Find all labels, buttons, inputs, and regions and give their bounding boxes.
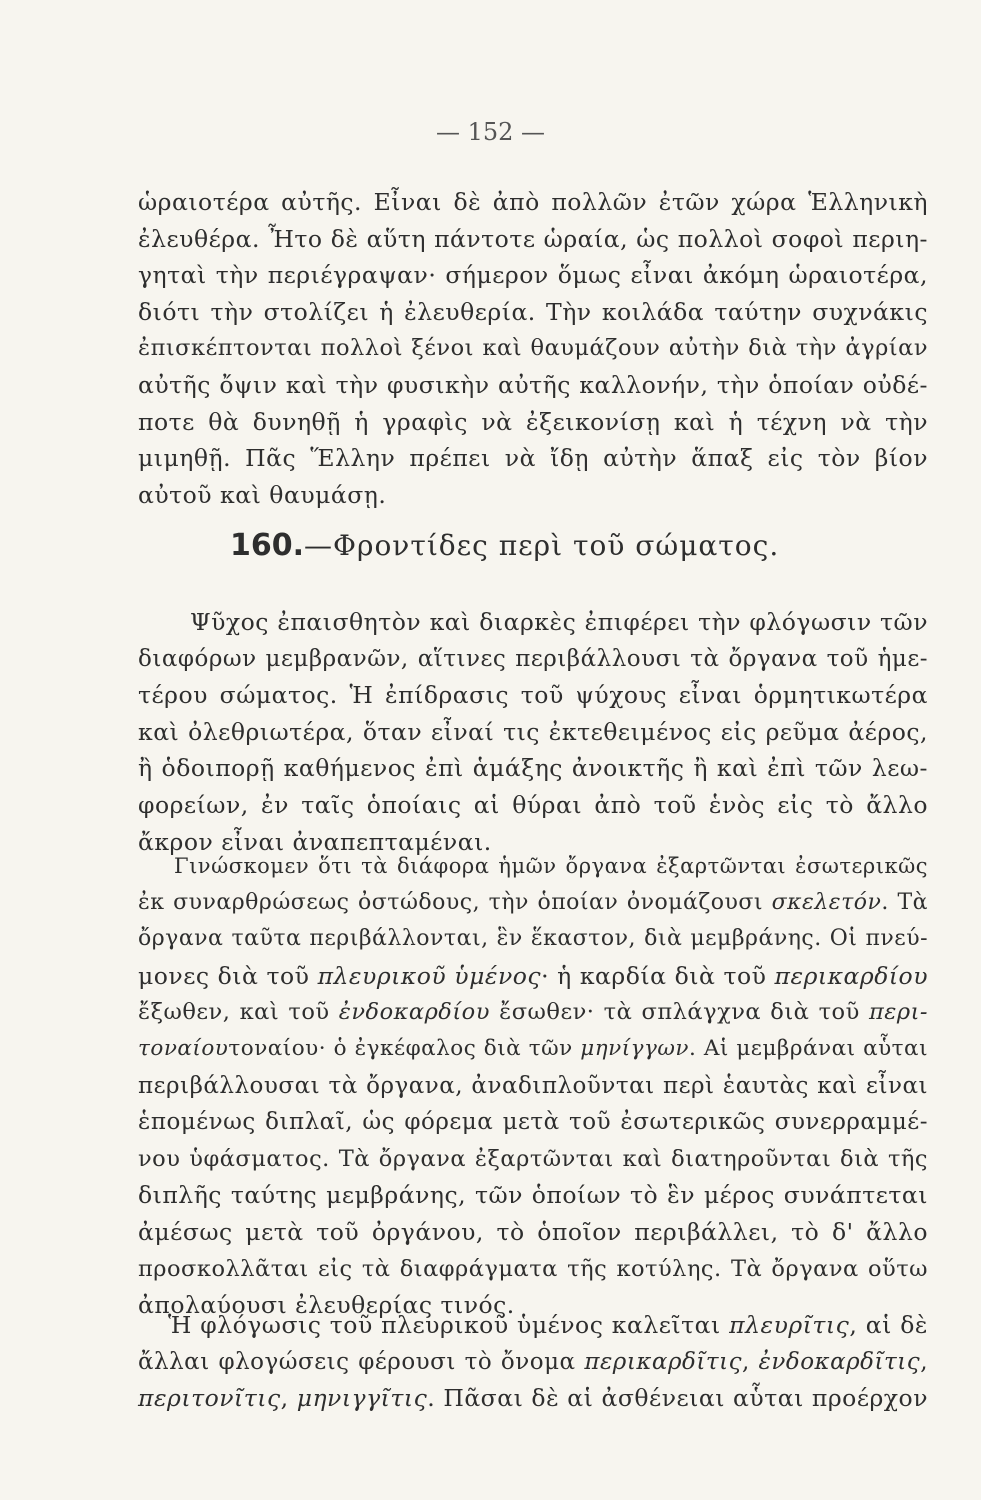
text-line: ἐλευθέρα. Ἦτο δὲ αὕτη πάντοτε ὡραία, ὡς πολλοὶ σοφοὶ περιη- bbox=[138, 224, 928, 253]
text-segment: Ἡ φλόγωσις τοῦ πλευρικοῦ ὑμένος καλεῖται bbox=[168, 1311, 730, 1339]
text-segment: ἄλλαι φλογώσεις φέρουσι τὸ ὄνομα bbox=[138, 1348, 585, 1375]
text-line: διπλῆς ταύτης μεμβράνης, τῶν ὁποίων τὸ ἓν μέρος συνάπτεται bbox=[138, 1181, 928, 1210]
term-pericarditis: περικαρδῖτις bbox=[584, 1348, 742, 1375]
text-line: Ψῦχος ἐπαισθητὸν καὶ διαρκὲς ἐπιφέρει τὴν φλόγωσιν τῶν bbox=[190, 608, 928, 636]
text-segment: , bbox=[741, 1348, 759, 1375]
term-endocarditis: ἐνδοκαρδῖτις bbox=[758, 1348, 921, 1375]
section-heading bbox=[230, 529, 779, 563]
text-segment: τοναίου· ὁ ἐγκέφαλος διὰ τῶν bbox=[228, 1035, 581, 1061]
text-line bbox=[138, 1344, 928, 1381]
page-number: — 152 — bbox=[435, 118, 546, 146]
text-line bbox=[138, 994, 928, 1031]
paragraph-1 bbox=[138, 184, 928, 513]
text-segment: ἐκ συναρθρώσεως ὀστώδους, τὴν ὁποίαν ὀνομάζουσι bbox=[138, 889, 772, 915]
text-line: αὐτοῦ καὶ θαυμάσῃ. bbox=[138, 480, 387, 509]
text-line bbox=[138, 1380, 928, 1417]
text-line bbox=[138, 1307, 928, 1344]
text-segment: , bbox=[920, 1348, 928, 1375]
term-pleuritis: πλευρῖτις bbox=[729, 1311, 850, 1339]
text-line: καὶ ὀλεθριωτέρα, ὅταν εἶναί τις ἐκτεθειμένος εἰς ρεῦμα ἀέρος, bbox=[138, 717, 928, 746]
text-line: μιμηθῇ. Πᾶς Ἕλλην πρέπει νὰ ἴδῃ αὐτὴν ἅπαξ εἰς τὸν βίον bbox=[138, 444, 928, 473]
text-segment: . Αἱ μεμβράναι αὗται bbox=[688, 1035, 929, 1061]
term-peritoneum-cont: τοναίου bbox=[138, 1035, 229, 1061]
text-line: διαφόρων μεμβρανῶν, αἵτινες περιβάλλουσι τὰ ὄργανα τοῦ ἡμε- bbox=[138, 645, 928, 672]
text-line: φορείων, ἐν ταῖς ὁποίαις αἱ θύραι ἀπὸ τοῦ ἑνὸς εἰς τὸ ἄλλο bbox=[138, 790, 928, 819]
text-segment: , αἱ δὲ bbox=[849, 1311, 928, 1339]
text-line: διότι τὴν στολίζει ἡ ἐλευθερία. Τὴν κοιλάδα ταύτην συχνάκις bbox=[138, 297, 928, 326]
text-segment: μονες διὰ τοῦ bbox=[138, 961, 318, 990]
text-segment: . Πᾶσαι δὲ αἱ ἀσθένειαι αὗται προέρχον bbox=[427, 1384, 928, 1413]
text-line: περιβάλλουσαι τὰ ὄργανα, ἀναδιπλοῦνται περὶ ἑαυτὰς καὶ εἶναι bbox=[138, 1072, 928, 1099]
text-line: ἢ ὁδοιπορῇ καθήμενος ἐπὶ ἁμάξης ἀνοικτῆς ἢ καὶ ἐπὶ τῶν λεω- bbox=[138, 754, 928, 783]
text-line: ἀπολαύουσι ἐλευθερίας τινός. bbox=[138, 1291, 515, 1320]
text-segment: ἔσωθεν· τὰ σπλάγχνα διὰ τοῦ bbox=[489, 999, 869, 1026]
text-line: ἀμέσως μετὰ τοῦ ὀργάνου, τὸ ὁποῖον περιβάλλει, τὸ δ' ἄλλο bbox=[138, 1217, 928, 1246]
text-line: ἄκρον εἶναι ἀναπεπταμέναι. bbox=[138, 827, 492, 856]
text-segment: ἔξωθεν, καὶ τοῦ bbox=[138, 999, 339, 1026]
paragraph-3 bbox=[138, 848, 928, 1324]
term-skeleton: σκελετόν bbox=[771, 889, 882, 915]
term-meningitis: μηνιγγῖτις bbox=[296, 1384, 428, 1413]
text-line: Γινώσκομεν ὅτι τὰ διάφορα ἡμῶν ὄργανα ἐξαρτῶνται ἐσωτερικῶς bbox=[174, 854, 928, 878]
text-line: γηταὶ τὴν περιέγραψαν· σήμερον ὅμως εἶναι ἀκόμη ὡραιοτέρα, bbox=[138, 261, 928, 290]
text-line bbox=[138, 885, 928, 922]
text-segment: · ἡ καρδία διὰ τοῦ bbox=[541, 961, 775, 990]
term-pericardium: περικαρδίου bbox=[774, 961, 928, 990]
text-line: ἐπισκέπτονται πολλοὶ ξένοι καὶ θαυμάζουν αὐτὴν διὰ τὴν ἀγρίαν bbox=[138, 335, 928, 362]
term-peritonitis: περιτονῖτις bbox=[138, 1384, 281, 1413]
text-line: προσκολλᾶται εἰς τὰ διαφράγματα τῆς κοτύλης. Τὰ ὄργανα οὕτω bbox=[138, 1255, 928, 1282]
text-line bbox=[138, 1031, 928, 1068]
text-line: ὡραιοτέρα αὐτῆς. Εἶναι δὲ ἀπὸ πολλῶν ἐτῶν χώρα Ἑλληνικὴ bbox=[138, 188, 928, 216]
text-line: ποτε θὰ δυνηθῇ ἡ γραφὶς νὰ ἐξεικονίσῃ καὶ ἡ τέχνη νὰ τὴν bbox=[138, 407, 928, 436]
term-endocardium: ἐνδοκαρδίου bbox=[338, 999, 490, 1026]
section-number: 160. bbox=[230, 528, 305, 563]
paragraph-4 bbox=[138, 1307, 928, 1417]
text-line bbox=[138, 958, 928, 995]
term-peritoneum: περι- bbox=[869, 999, 929, 1026]
text-segment: . Τὰ bbox=[881, 889, 928, 915]
term-pleura: πλευρικοῦ ὑμένος bbox=[317, 961, 542, 990]
section-title: —Φροντίδες περὶ τοῦ σώματος. bbox=[304, 529, 780, 562]
text-line: τέρου σώματος. Ἡ ἐπίδρασις τοῦ ψύχους εἶναι ὁρμητικωτέρα bbox=[138, 681, 928, 710]
text-line: αὐτῆς ὄψιν καὶ τὴν φυσικὴν αὐτῆς καλλονήν, τὴν ὁποίαν οὐδέ- bbox=[138, 370, 928, 399]
text-segment: , bbox=[280, 1384, 297, 1413]
text-line: ὄργανα ταῦτα περιβάλλονται, ἓν ἕκαστον, διὰ μεμβράνης. Οἱ πνεύ- bbox=[138, 926, 928, 952]
paragraph-2 bbox=[138, 604, 928, 860]
term-meninges: μηνίγγων bbox=[580, 1035, 689, 1061]
text-line: νου ὑφάσματος. Τὰ ὄργανα ἐξαρτῶνται καὶ διατηροῦνται διὰ τῆς bbox=[138, 1145, 928, 1172]
text-line: ἑπομένως διπλαῖ, ὡς φόρεμα μετὰ τοῦ ἐσωτερικῶς συνερραμμέ- bbox=[138, 1109, 928, 1136]
